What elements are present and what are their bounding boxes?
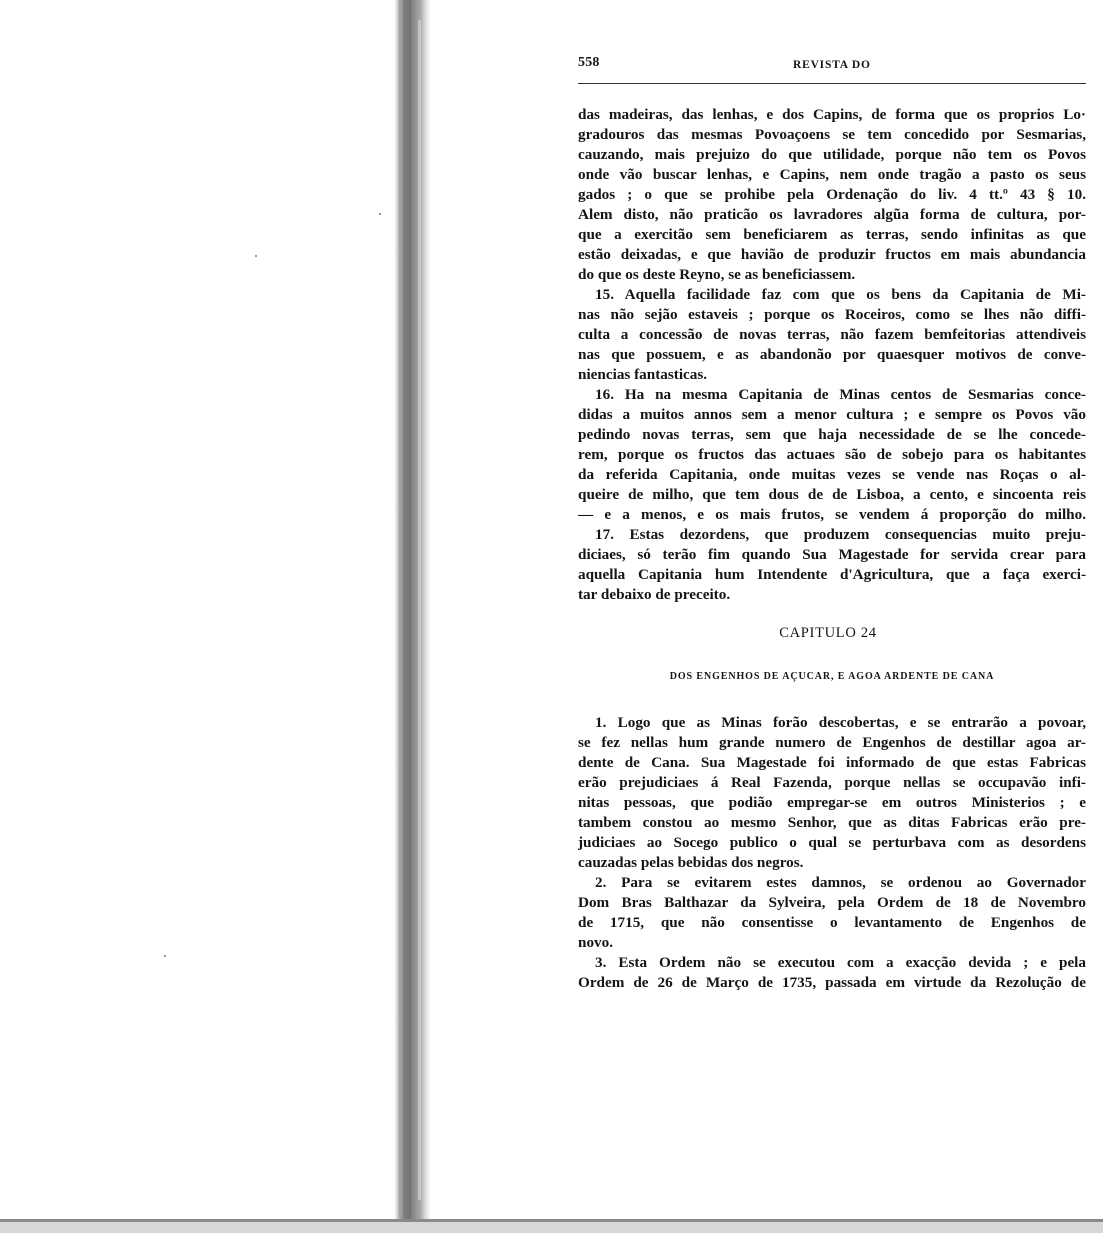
text-line: onde vão buscar lenhas, e Capins, nem onde tragão a pasto os seus	[578, 166, 1086, 183]
text-line: nas não sejão estaveis ; porque os Roceiros, como se lhes não diffi-	[578, 306, 1086, 323]
page-number: 558	[578, 55, 600, 70]
text-line: Alem disto, não praticão os lavradores algũa forma de cultura, por-	[578, 206, 1086, 223]
text-line: Ordem de 26 de Março de 1735, passada em virtude da Rezolução de	[578, 974, 1086, 991]
text-line: gados ; o que se prohibe pela Ordenação do liv. 4 tt.º 43 § 10.	[578, 186, 1086, 203]
speck-mark	[379, 213, 381, 215]
chapter-title: CAPITULO 24	[779, 625, 877, 641]
text-line: do que os deste Reyno, se as beneficiassem.	[578, 266, 856, 283]
text-line: rem, porque os fructos das actuaes são de sobejo para os habitantes	[578, 446, 1086, 463]
text-line: 16. Ha na mesma Capitania de Minas centos de Sesmarias conce-	[595, 386, 1086, 403]
text-line: 2. Para se evitarem estes damnos, se ordenou ao Governador	[595, 874, 1086, 891]
text-line: dente de Cana. Sua Magestade foi informado de que estas Fabricas	[578, 754, 1086, 771]
text-line: 15. Aquella facilidade faz com que os bens da Capitania de Mi-	[595, 286, 1086, 303]
text-line: diciaes, só terão fim quando Sua Magestade for servida crear para	[578, 546, 1086, 563]
text-line: 17. Estas dezordens, que produzem consequencias muito preju-	[595, 526, 1086, 543]
text-line: erão prejudiciaes á Real Fazenda, porque nellas se occupavão infi-	[578, 774, 1086, 791]
bottom-edge-line	[0, 1219, 1103, 1222]
text-line: da referida Capitania, onde muitas vezes se vende nas Roças o al-	[578, 466, 1086, 483]
bottom-shadow	[0, 1222, 1103, 1233]
running-head: REVISTA DO	[793, 59, 871, 71]
text-line: — e a menos, e os mais frutos, se vendem á proporção do milho.	[578, 506, 1086, 523]
text-line: novo.	[578, 934, 614, 951]
text-line: aquella Capitania hum Intendente d'Agricultura, que a faça exerci-	[578, 566, 1086, 583]
text-line: cauzadas pelas bebidas dos negros.	[578, 854, 804, 871]
text-line: tar debaixo de preceito.	[578, 586, 731, 603]
spine-band	[394, 0, 430, 1222]
text-line: que a exercitão sem beneficiarem as terras, sendo infinitas as que	[578, 226, 1086, 243]
text-line: estão deixadas, e que havião de produzir fructos em mais abundancia	[578, 246, 1086, 263]
text-line: culta a concessão de novas terras, não fazem bemfeitorias attendiveis	[578, 326, 1086, 343]
text-line: se fez nellas hum grande numero de Engenhos de destillar agoa ar-	[578, 734, 1086, 751]
text-line: de 1715, que não consentisse o levantamento de Engenhos de	[578, 914, 1086, 931]
text-line: didas a muitos annos sem a menor cultura ; e sempre os Povos vão	[578, 406, 1086, 423]
text-line: 3. Esta Ordem não se executou com a exacção devida ; e pela	[595, 954, 1086, 971]
text-line: judiciaes ao Socego publico o qual se perturbava com as desordens	[578, 834, 1086, 851]
text-line: das madeiras, das lenhas, e dos Capins, de forma que os proprios Lo·	[578, 106, 1086, 123]
spine-dark-edge	[403, 0, 411, 1222]
text-line: nas que possuem, e as abandonão por quaesquer motivos de conve-	[578, 346, 1086, 363]
text-line: niencias fantasticas.	[578, 366, 708, 383]
book-page	[578, 55, 1086, 1055]
text-line: queire de milho, que tem dous de de Lisboa, a cento, e sincoenta reis	[578, 486, 1086, 503]
text-line: gradouros das mesmas Povoaçoens se tem concedido por Sesmarias,	[578, 126, 1086, 143]
text-line: 1. Logo que as Minas forão descobertas, e se entrarão a povoar,	[595, 714, 1086, 731]
speck-mark	[164, 955, 166, 957]
page-header	[578, 55, 1086, 84]
speck-mark	[255, 255, 257, 257]
text-line: pedindo novas terras, sem que haja necessidade de se lhe concede-	[578, 426, 1086, 443]
text-line: nitas pessoas, que podião empregar-se em outros Ministerios ; e	[578, 794, 1086, 811]
chapter-subtitle: DOS ENGENHOS DE AÇUCAR, E AGOA ARDENTE DE CANA	[669, 671, 995, 682]
text-line: cauzando, mais prejuizo do que utilidade, porque não tem os Povos	[578, 146, 1086, 163]
text-line: Dom Bras Balthazar da Sylveira, pela Ordem de 18 de Novembro	[578, 894, 1086, 911]
spine-light-streak	[418, 20, 421, 1200]
text-line: tambem constou ao mesmo Senhor, que as ditas Fabricas erão pre-	[578, 814, 1086, 831]
